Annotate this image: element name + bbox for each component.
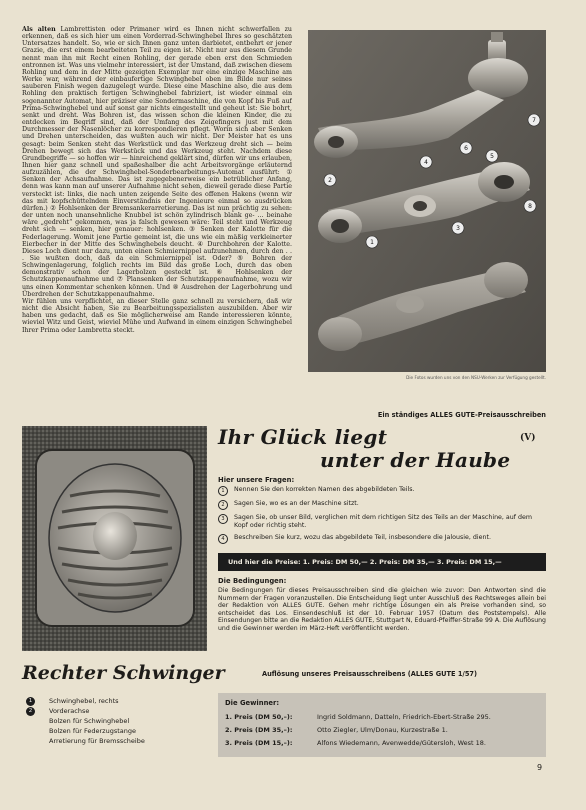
article-closing: Wir fühlen uns verpflichtet, an dieser Stelle ganz schnell zu versichern, daß wir nicht die Absicht haben, Sie zu Bearbeitungsspezialisten auszubilden. Aber wir haben uns gedacht, daß es Sie möglicherweise am Rande interessieren könnte, wieviel Witz und Geist, wieviel Mühe und Aufwand in einem einzigen Schwinghebel Ihrer Prima oder Lambretta steckt. bbox=[22, 297, 292, 334]
question-number: 1 bbox=[218, 486, 228, 496]
contest-number: (V) bbox=[520, 433, 536, 443]
conditions-text: Die Bedingungen für dieses Preisausschreiben sind die gleichen wie zuvor: Den Antworten sind die Nummern der Fragen voranzustellen. Die Entscheidung liegt unter Ausschluß des Rechtsweges allein bei der Redaktion von ALLES GUTE. Gehen mehr richtige Lösungen ein als Preise vorhanden sind, so entscheidet das Los. Einsendeschluß ist der 10. Februar 1957 (Datum des Poststempels). Alle Einsendungen bitte an die Redaktion ALLES GUTE, Stuttgart N, Eduard-Pfeiffer-Straße 99 A. Die Auflösung und die Gewinner werden im März-Heft veröffentlicht werden. bbox=[218, 587, 546, 632]
question-item bbox=[218, 486, 546, 496]
question-number: 3 bbox=[218, 514, 228, 524]
question-text: Nennen Sie den korrekten Namen des abgebildeten Teils. bbox=[234, 486, 415, 493]
winner-name: Alfons Wiedemann, Avenwedde/Gütersloh, West 18. bbox=[317, 739, 486, 747]
question-number: 2 bbox=[218, 500, 228, 510]
winner-prize: 3. Preis (DM 15,–): bbox=[225, 739, 293, 747]
photo-caption: Die Fotos wurden uns von den NSU-Werken zur Verfügung gestellt. bbox=[406, 375, 546, 380]
svg-text:8: 8 bbox=[528, 203, 532, 210]
article-lead: Als alten bbox=[22, 26, 56, 33]
answers-list bbox=[26, 696, 206, 746]
winners-heading: Die Gewinner: bbox=[225, 699, 280, 707]
prizes-text: Und hier die Preise: 1. Preis: DM 50,— 2. Preis: DM 35,— 3. Preis: DM 15,— bbox=[228, 558, 502, 566]
article-text bbox=[22, 26, 292, 378]
answer-item bbox=[26, 726, 206, 736]
winner-row bbox=[225, 726, 448, 734]
callout-6 bbox=[460, 142, 472, 154]
callout-5 bbox=[486, 150, 498, 162]
question-text: Sagen Sie, ob unser Bild, verglichen mit dem richtigen Sitz des Teils an der Maschine, auf dem Kopf oder richtig steht. bbox=[234, 514, 533, 529]
answer-item bbox=[26, 716, 206, 726]
answer-text: Vorderachse bbox=[49, 707, 90, 715]
callout-2 bbox=[324, 174, 336, 186]
answer-item bbox=[26, 706, 206, 716]
answer-text: Arretierung für Bremsscheibe bbox=[49, 737, 145, 745]
question-text: Beschreiben Sie kurz, wozu das abgebildete Teil, insbesondere die Jalousie, dient. bbox=[234, 534, 491, 541]
speaker-illustration bbox=[22, 426, 207, 651]
question-item bbox=[218, 500, 546, 510]
winner-row bbox=[225, 739, 486, 747]
answer-number: 2 bbox=[26, 707, 35, 716]
swing-arm-photo bbox=[308, 30, 546, 372]
solution-title: Rechter Schwinger bbox=[22, 662, 225, 684]
answer-text: Bolzen für Schwinghebel bbox=[49, 717, 130, 725]
svg-text:7: 7 bbox=[532, 117, 536, 124]
winner-prize: 2. Preis (DM 35,–): bbox=[225, 726, 293, 734]
answer-text: Bolzen für Federzugstange bbox=[49, 727, 136, 735]
article-body: Lambrettisten oder Primaner wird es Ihnen nicht schwerfallen zu erkennen, daß es sich hier um einen Vorderrad-Schwinghebel Ihres so geschätzten Untersatzes handelt. So, wie er sich Ihnen ganz unten darbietet, entbehrt er jener Grazie, die erst einem bearbeiteten Teil zu eigen ist. Nicht nur aus diesem Grunde nennt man ihn mit Recht einen Rohling, der gerade eben erst den Schmieden entronnen ist. Was uns vielmehr interessiert, ist der Umstand, daß zwischen diesem Rohling und dem in der Mitte gezeigten Exemplar nur eine einzige Maschine am Werke war, während der einbaufertige Schwinghebel oben im Bilde nur seines sauberen Finish wegen dazugelegt wurde. Diese eine Maschine also, die aus dem Rohling den praktisch fertigen Schwinghebel fabriziert, ist wieder einmal ein sogenannter Automat, hier präziser eine Sondermaschine, die von Kopf bis Fuß auf Prima-Schwinghebel und auf sonst gar nichts eingestellt und geheut ist: Sie bohrt, senkt und dreht. Was Bohren ist, das wissen schon die kleinen Kinder, die zu entdecken im Begriff sind, daß der Umfang des Zeigefingers just mit dem Durchmesser der Nasenlöcher zu korrespondieren pflegt. Worin sich aber Senken und Drehen unterscheiden, das wußten auch wir nicht. Der Meister hat es uns gesagt: beim Senken steht das Werkstück und das Werkzeug dreht sich — beim Drehen bewegt sich das Werkstück und das Werkzeug steht. Nachdem diese Grundbegriffe — so hoffen wir — hinreichend geklärt sind, dürfen wir uns erlauben, Ihnen hier ganz schnell und spaßeshalber die acht Arbeitsvorgänge erläuternd aufzuzählen, die der Schwinghebel-Sonderbearbeitungs-Automat ausführt: ① Senken der Achsaufnahme. Das ist zugegebenerweise ein betrüblicher Anfang, denn was kann man auf unserer Aufnahme nicht sehen, dieweil gerade diese Partie versteckt ist: links, die nach unten zeigende Seite des offenen Hakens (wenn wir das mit kopfschüttelndem Einverständnis der Ingenieure einmal so ausdrücken dürfen.) ② Hohlsenken der Bremsankerarretierung. Das ist nun prächtig zu sehen: der unten noch unansehnliche Knubbel ist schön zylindrisch blank ge- … beinahe wäre „gedreht“ gekommen, was ja falsch gewesen wäre: Teil steht und Werkzeug dreht sich — senken, hier genauer: hohlsenken. ③ Senken der Kalotte für die Federlagerung. Womit jene Partie gemeint ist, die uns wie ein mäßig verkleinerter Eierbecher in der Mitte des Schwinghebels deucht. ④ Durchbohren der Kalotte. Dieses Loch dient nur dazu, unten einen Schmiernippel aufzunehmen, durch den . . . Sie wußten doch, daß da ein Schmiernippel ist. Oder? ⑤ Bohren der Schwingenlagerung, folglich rechts im Bild das große Loch, durch das oben demonstrativ schon der Lagerbolzen gesteckt ist. ⑥ Hohlsenken der Schutzkappenaufnahme und ⑦ Plansenken der Schutzkappenaufnahme, wozu wir uns einen Kommentar schenken können. Und ⑧ Ausdrehen der Lagerbohrung und Überdrehen der Schutzkappenaufnahme. bbox=[22, 26, 292, 298]
svg-text:5: 5 bbox=[490, 153, 494, 160]
answer-text: Schwinghebel, rechts bbox=[49, 697, 119, 705]
svg-text:3: 3 bbox=[456, 225, 460, 232]
question-number: 4 bbox=[218, 534, 228, 544]
solution-subtitle: Auflösung unseres Preisausschreibens (ALLES GUTE 1/57) bbox=[262, 670, 478, 678]
callout-3 bbox=[452, 222, 464, 234]
questions-heading: Hier unsere Fragen: bbox=[218, 476, 295, 484]
callout-8 bbox=[524, 200, 536, 212]
winner-name: Ingrid Soldmann, Datteln, Friedrich-Ebert-Straße 295. bbox=[317, 713, 491, 721]
speaker-photo bbox=[22, 426, 207, 651]
swing-arm-illustration bbox=[308, 30, 546, 372]
contest-headline-line-2: unter der Haube bbox=[320, 448, 511, 472]
svg-text:4: 4 bbox=[424, 159, 428, 166]
svg-text:1: 1 bbox=[370, 239, 374, 246]
question-item bbox=[218, 514, 546, 530]
callout-1 bbox=[366, 236, 378, 248]
winner-name: Otto Ziegler, Ulm/Donau, Kurzestraße 1. bbox=[317, 726, 448, 734]
contest-headline-line-1: Ihr Glück liegt bbox=[218, 425, 388, 449]
svg-text:2: 2 bbox=[328, 177, 332, 184]
winner-row bbox=[225, 713, 491, 721]
contest-header: Ein ständiges ALLES GUTE-Preisausschreiben bbox=[377, 411, 546, 419]
conditions-heading: Die Bedingungen: bbox=[218, 577, 287, 585]
question-text: Sagen Sie, wo es an der Maschine sitzt. bbox=[234, 500, 359, 507]
prizes-bar bbox=[218, 553, 546, 571]
question-item bbox=[218, 534, 546, 544]
answer-number: 1 bbox=[26, 697, 35, 706]
winners-box bbox=[218, 693, 546, 757]
answer-item bbox=[26, 736, 206, 746]
page-number: 9 bbox=[537, 763, 543, 772]
winner-prize: 1. Preis (DM 50,–): bbox=[225, 713, 293, 721]
callout-4 bbox=[420, 156, 432, 168]
answer-item bbox=[26, 696, 206, 706]
svg-text:6: 6 bbox=[464, 145, 468, 152]
callout-7 bbox=[528, 114, 540, 126]
